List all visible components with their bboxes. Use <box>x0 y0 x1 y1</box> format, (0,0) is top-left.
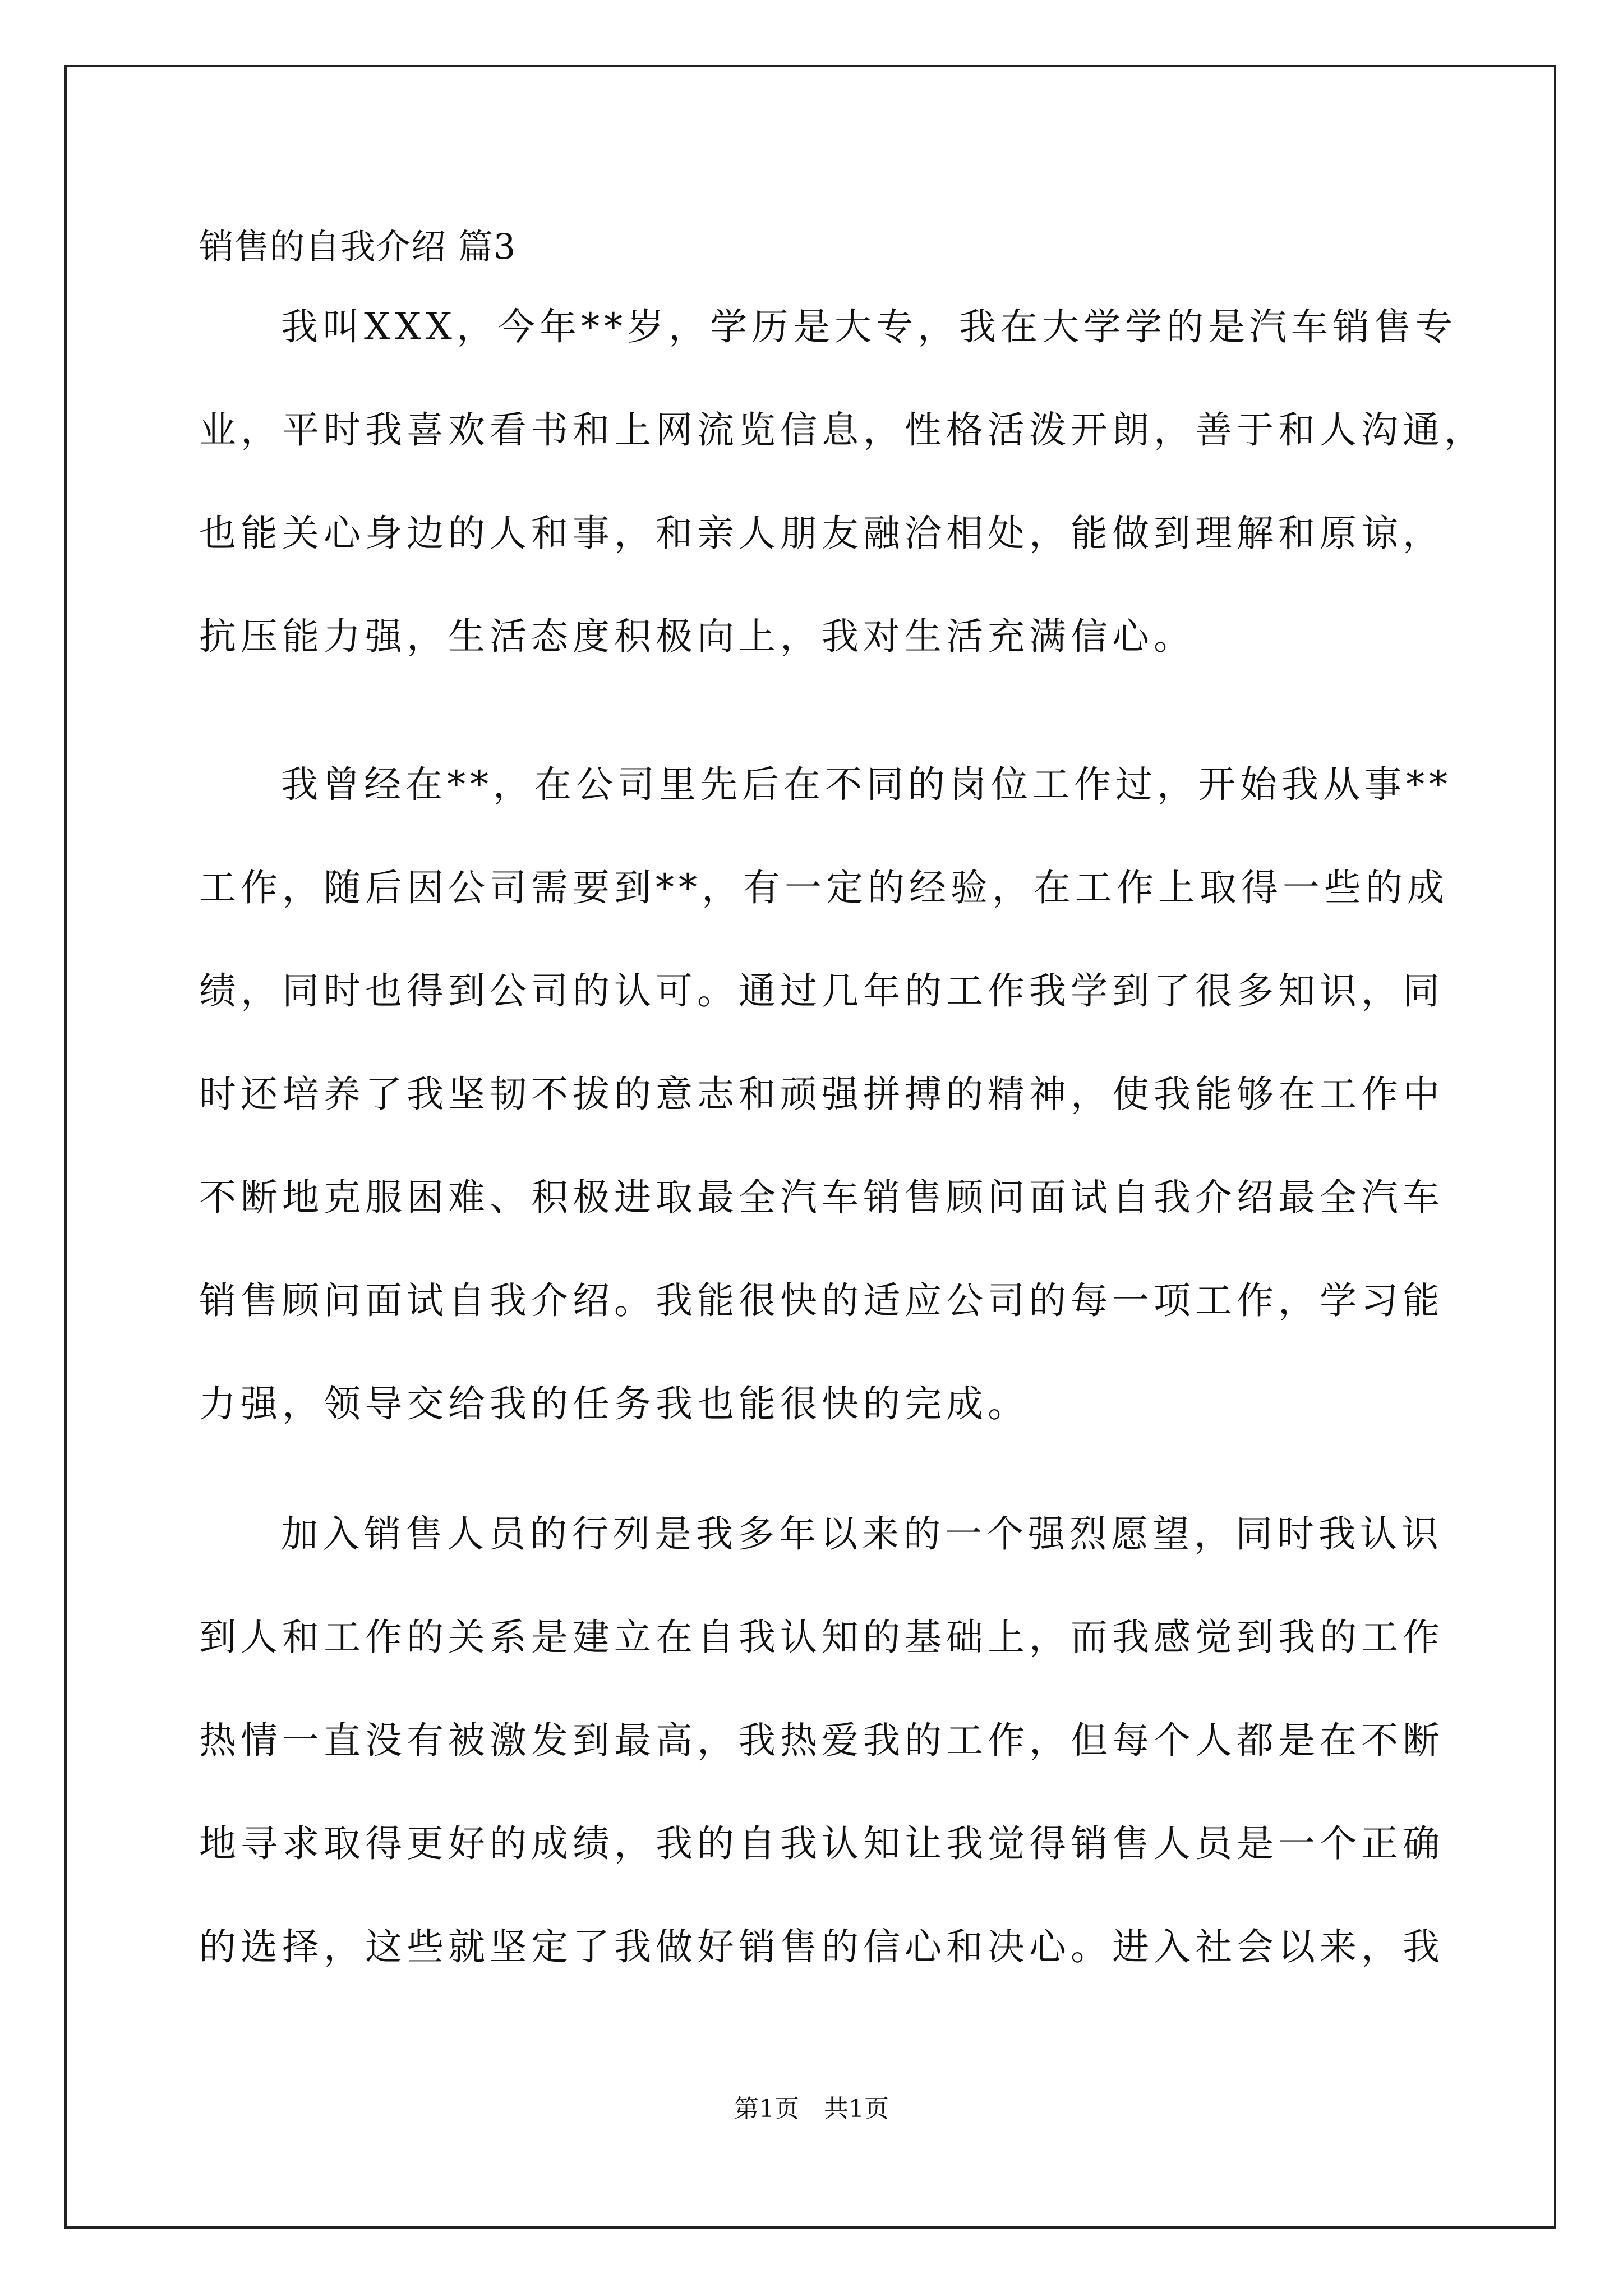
paragraph-2-line-2: 工作，随后因公司需要到**，有一定的经验，在工作上取得一些的成 <box>199 866 1449 909</box>
paragraph-3-line-4: 地寻求取得更好的成绩，我的自我认知让我觉得销售人员是一个正确 <box>199 1822 1444 1865</box>
paragraph-3-line-2: 到人和工作的关系是建立在自我认知的基础上，而我感觉到我的工作 <box>199 1616 1444 1659</box>
paragraph-1-line-1: 我叫XXX，今年**岁，学历是大专，我在大学学的是汽车销售专 <box>281 305 1457 348</box>
paragraph-2-line-7: 力强，领导交给我的任务我也能很快的完成。 <box>199 1382 1029 1425</box>
paragraph-1-line-4: 抗压能力强，生活态度积极向上，我对生活充满信心。 <box>199 615 1195 658</box>
paragraph-2-line-3: 绩，同时也得到公司的认可。通过几年的工作我学到了很多知识，同 <box>199 969 1444 1013</box>
paragraph-1-line-3: 也能关心身边的人和事，和亲人朋友融洽相处，能做到理解和原谅， <box>199 512 1444 555</box>
paragraph-3-line-3: 热情一直没有被激发到最高，我热爱我的工作，但每个人都是在不断 <box>199 1719 1444 1762</box>
paragraph-3-line-1: 加入销售人员的行列是我多年以来的一个强烈愿望，同时我认识 <box>281 1512 1443 1556</box>
page-number-footer: 第1页 共1页 <box>734 2095 889 2123</box>
paragraph-2-line-5: 不断地克服困难、积极进取最全汽车销售顾问面试自我介绍最全汽车 <box>199 1176 1444 1219</box>
paragraph-2-line-6: 销售顾问面试自我介绍。我能很快的适应公司的每一项工作，学习能 <box>199 1279 1444 1322</box>
paragraph-1-line-2: 业，平时我喜欢看书和上网流览信息，性格活泼开朗，善于和人沟通， <box>199 408 1486 452</box>
paragraph-2-line-1: 我曾经在**，在公司里先后在不同的岗位工作过，开始我从事** <box>281 763 1452 806</box>
paragraph-2-line-4: 时还培养了我坚韧不拔的意志和顽强拼搏的精神，使我能够在工作中 <box>199 1073 1444 1116</box>
page-border <box>64 65 1556 2229</box>
paragraph-3-line-5: 的选择，这些就坚定了我做好销售的信心和决心。进入社会以来，我 <box>199 1925 1444 1968</box>
document-title: 销售的自我介绍 篇3 <box>199 226 517 267</box>
